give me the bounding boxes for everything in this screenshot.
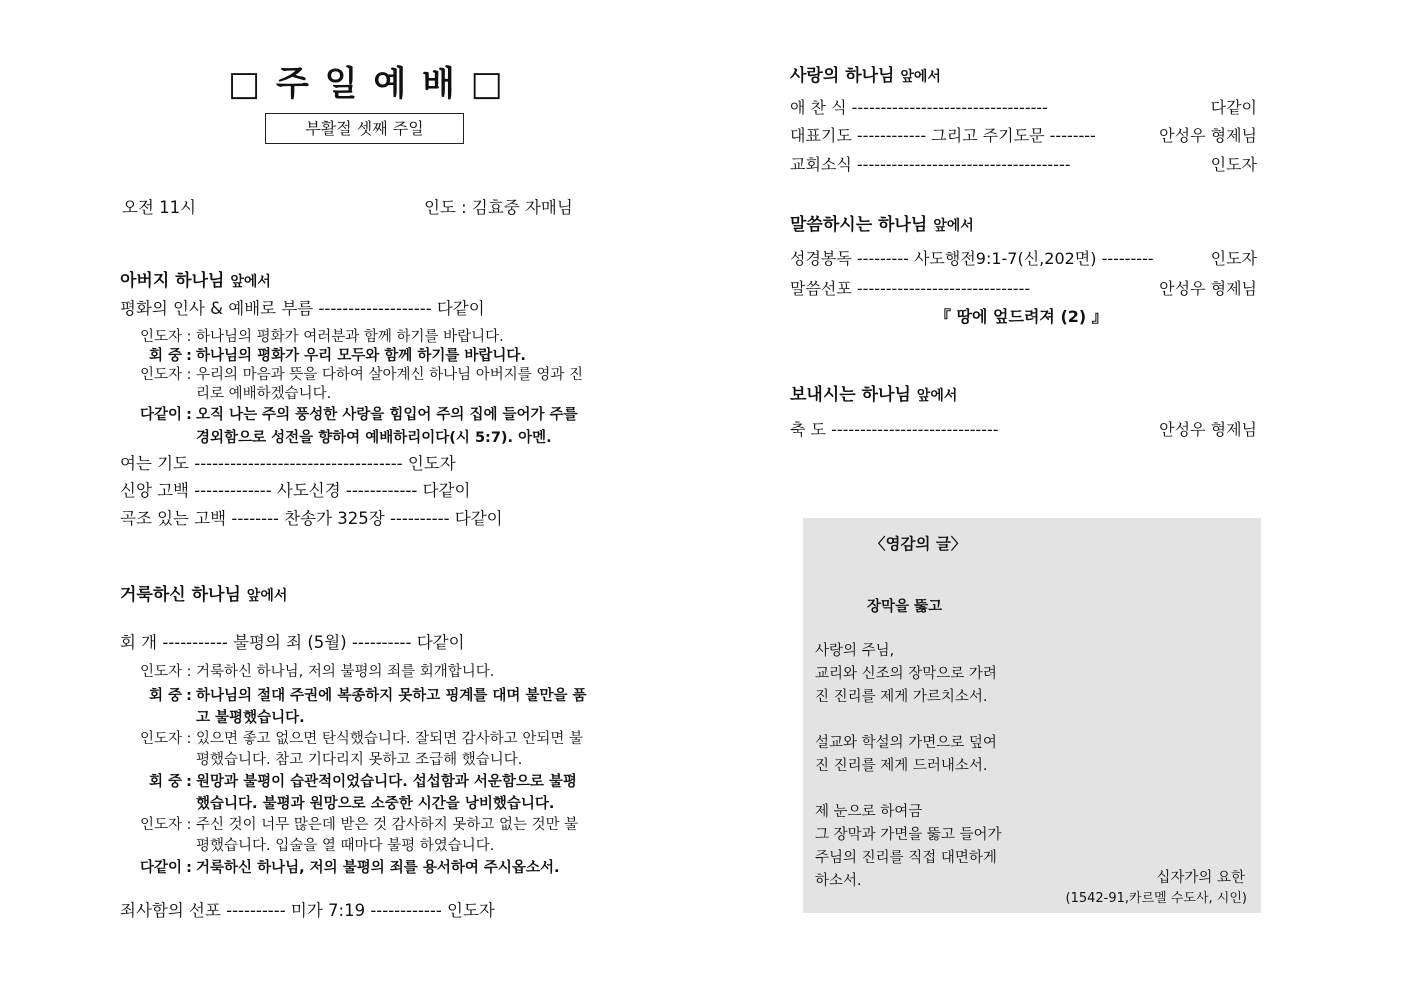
poem-line: 진 진리를 제게 가르치소서.: [815, 689, 988, 705]
section-heading-text: 말씀하시는 하나님: [790, 215, 928, 235]
call-to-worship: 평화의 인사 & 예배로 부름 ------------------- 다같이: [120, 299, 485, 318]
hymn-confession: 곡조 있는 고백 -------- 찬송가 325장 ---------- 다같이: [120, 509, 503, 528]
order-item-label: 축 도 -----------------------------: [790, 420, 999, 439]
creed: 신앙 고백 ------------- 사도신경 ------------ 다같이: [120, 481, 471, 500]
dialogue-line: 인도자 : 하나님의 평화가 여러분과 함께 하기를 바랍니다.: [120, 328, 590, 347]
order-item-label: 말씀선포 ------------------------------: [790, 279, 1031, 298]
section-heading-suffix: 앞에서: [246, 588, 288, 604]
opening-prayer: 여는 기도 ----------------------------------- 인도자: [120, 454, 456, 473]
absolution: 죄사함의 선포 ---------- 미가 7:19 ------------ 인도자: [120, 901, 495, 920]
section-heading-word: [790, 210, 974, 235]
order-item-label: 애 찬 식 ----------------------------------: [790, 98, 1048, 117]
section-heading-suffix: 앞에서: [230, 274, 271, 290]
poem-author: 십자가의 요한: [1156, 870, 1245, 886]
dialogue-text: 있으면 좋고 없으면 탄식했습니다. 잘되면 감사하고 안되면 불평했습니다. 참고 기다리지 못하고 조급해 했습니다.: [196, 731, 584, 768]
dialogue-text: 하나님의 평화가 우리 모두와 함께 하기를 바랍니다.: [196, 348, 526, 364]
dialogue-block-2: [120, 663, 590, 879]
dialogue-block-1: [120, 328, 590, 450]
poem-line: 주님의 진리를 직접 대면하게: [815, 850, 997, 866]
dialogue-text: 우리의 마음과 뜻을 다하여 살아계신 하나님 아버지를 영과 진리로 예배하겠습니다.: [196, 367, 584, 402]
speaker: 인도자: [139, 664, 182, 680]
dialogue-line: 회 중 : 하나님의 절대 주권에 복종하지 못하고 핑계를 대며 불만을 품고 불평했습니다.: [120, 685, 590, 729]
poem-line: 제 눈으로 하여금: [815, 804, 923, 820]
order-item: [790, 246, 1257, 269]
dialogue-line: 인도자 : 거룩하신 하나님, 저의 불평의 죄를 회개합니다.: [120, 663, 590, 682]
inspiration-heading: 〈영감의 글〉: [870, 535, 967, 553]
speaker: 회 중: [148, 774, 182, 790]
poem-title: 장막을 뚫고: [867, 599, 943, 615]
section-heading-text: 사랑의 하나님: [790, 66, 895, 86]
section-heading-sending: [790, 380, 957, 405]
order-item-person: 안성우 형제님: [1159, 420, 1257, 439]
order-item-person: 다같이: [1210, 98, 1257, 117]
section-heading-text: 아버지 하나님: [120, 271, 225, 291]
order-item: [790, 276, 1257, 299]
dialogue-text: 하나님의 절대 주권에 복종하지 못하고 핑계를 대며 불만을 품고 불평했습니다.: [196, 688, 587, 726]
dialogue-text: 거룩하신 하나님, 저의 불평의 죄를 용서하여 주시옵소서.: [196, 860, 560, 876]
section-heading-holy: [120, 580, 287, 605]
dialogue-line: 다같이 : 오직 나는 주의 풍성한 사랑을 힘입어 주의 집에 들어가 주를 경외함으로 성전을 향하여 예배하리이다(시 5:7). 아멘.: [120, 404, 590, 450]
speaker: 회 중: [148, 348, 182, 364]
inspiration-box: [803, 518, 1261, 913]
section-heading-suffix: 앞에서: [916, 388, 958, 404]
poem-line: 교리와 신조의 장막으로 가려: [815, 666, 997, 682]
order-item-label: 대표기도 ------------ 그리고 주기도문 --------: [790, 126, 1096, 145]
section-heading-text: 보내시는 하나님: [790, 385, 911, 405]
dialogue-line: 인도자 : 있으면 좋고 없으면 탄식했습니다. 잘되면 감사하고 안되면 불평했습니다. 참고 기다리지 못하고 조급해 했습니다.: [120, 729, 590, 771]
speaker: 인도자: [139, 367, 182, 383]
poem-line: 진 진리를 제게 드러내소서.: [815, 758, 988, 774]
speaker: 인도자: [139, 329, 182, 345]
dialogue-line: 회 중 : 원망과 불평이 습관적이었습니다. 섭섭함과 서운함으로 불평했습니다. 불평과 원망으로 소중한 시간을 낭비했습니다.: [120, 771, 590, 815]
section-heading-suffix: 앞에서: [900, 69, 941, 85]
repentance: 회 개 ----------- 불평의 죄 (5월) ---------- 다같이: [120, 633, 465, 652]
order-item: [790, 95, 1257, 118]
poem-line: 사랑의 주님,: [815, 643, 895, 659]
order-item: [790, 152, 1257, 175]
dialogue-text: 오직 나는 주의 풍성한 사랑을 힘입어 주의 집에 들어가 주를 경외함으로 성전을 향하여 예배하리이다(시 5:7). 아멘.: [196, 407, 578, 446]
dialogue-text: 원망과 불평이 습관적이었습니다. 섭섭함과 서운함으로 불평했습니다. 불평과 원망으로 소중한 시간을 낭비했습니다.: [196, 774, 577, 812]
speaker: 다같이: [139, 860, 182, 876]
service-leader: 인도 : 김효중 자매님: [424, 198, 573, 217]
subtitle-box: 부활절 셋째 주일: [265, 113, 464, 144]
dialogue-text: 주신 것이 너무 많은데 받은 것 감사하지 못하고 없는 것만 불평했습니다. 입술을 열 때마다 불평 하였습니다.: [196, 817, 579, 854]
dialogue-text: 하나님의 평화가 여러분과 함께 하기를 바랍니다.: [196, 329, 504, 345]
order-item: [790, 123, 1257, 146]
order-item-person: 안성우 형제님: [1159, 126, 1257, 145]
speaker: 회 중: [148, 688, 182, 704]
order-item-person: 안성우 형제님: [1159, 279, 1257, 298]
section-heading-love: [790, 61, 941, 86]
order-item-person: 인도자: [1210, 249, 1257, 268]
order-item-label: 성경봉독 --------- 사도행전9:1-7(신,202면) ---------: [790, 249, 1154, 268]
poem-author-note: (1542-91,카르멜 수도사, 시인): [1065, 891, 1247, 906]
sermon-title: 『 땅에 엎드려져 (2) 』: [935, 307, 1108, 326]
service-time: 오전 11시: [122, 198, 197, 217]
dialogue-text: 거룩하신 하나님, 저의 불평의 죄를 회개합니다.: [196, 664, 495, 680]
section-heading-father: [120, 266, 271, 291]
order-item-person: 인도자: [1210, 155, 1257, 174]
speaker: 인도자: [139, 731, 182, 747]
section-heading-suffix: 앞에서: [933, 218, 974, 234]
dialogue-line: 인도자 : 우리의 마음과 뜻을 다하여 살아계신 하나님 아버지를 영과 진리로 예배하겠습니다.: [120, 366, 590, 404]
poem-line: 그 장막과 가면을 뚫고 들어가: [815, 827, 1002, 843]
order-item-label: 교회소식 -------------------------------------: [790, 155, 1071, 174]
section-heading-text: 거룩하신 하나님: [120, 585, 241, 605]
poem-line: 하소서.: [815, 873, 862, 889]
speaker: 다같이: [139, 407, 182, 423]
dialogue-line: 인도자 : 주신 것이 너무 많은데 받은 것 감사하지 못하고 없는 것만 불평했습니다. 입술을 열 때마다 불평 하였습니다.: [120, 815, 590, 857]
dialogue-line: 회 중 : 하나님의 평화가 우리 모두와 함께 하기를 바랍니다.: [120, 347, 590, 366]
page-title: □ 주 일 예 배 □: [228, 64, 505, 104]
order-item: [790, 417, 1257, 440]
speaker: 인도자: [139, 817, 182, 833]
poem-line: 설교와 학설의 가면으로 덮여: [815, 735, 997, 751]
dialogue-line: 다같이 : 거룩하신 하나님, 저의 불평의 죄를 용서하여 주시옵소서.: [120, 857, 590, 879]
